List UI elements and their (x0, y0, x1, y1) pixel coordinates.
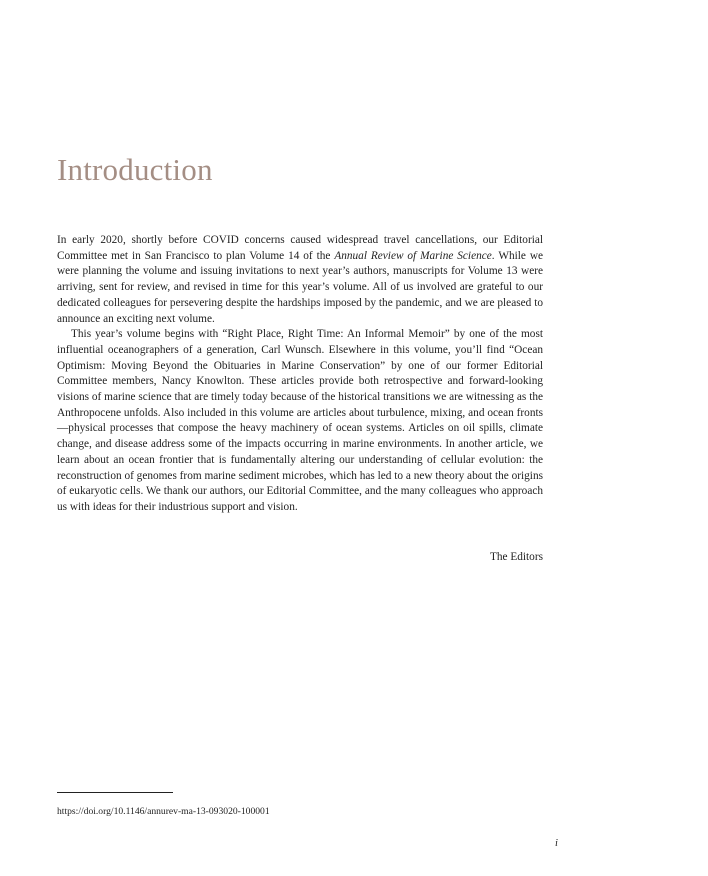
journal-title: Annual Review of Marine Science (334, 249, 492, 262)
page-number: i (555, 838, 558, 849)
doi-footnote: https://doi.org/10.1146/annurev-ma-13-093020-100001 (57, 806, 270, 817)
paragraph-1 (57, 233, 543, 327)
footnote-divider (57, 792, 173, 793)
paragraph-1-part-2: . While we were planning the volume and issuing invitations to next year’s authors, manuscripts for Volume 13 were arriving, sent for review, and revised in time for this year’s volume. All of us involved are grateful to our dedicated colleagues for persevering despite the hardships imposed by the pandemic, and we are pleased to announce an exciting next volume. (57, 249, 544, 325)
page-title: Introduction (57, 152, 213, 187)
introduction-body (57, 233, 543, 516)
paragraph-1-part-1: In early 2020, shortly before COVID concerns caused widespread travel cancellations, our Editorial Committee met in San Francisco to plan Volume 14 of the (57, 234, 543, 262)
signature: The Editors (489, 551, 543, 563)
paragraph-2: This year’s volume begins with “Right Place, Right Time: An Informal Memoir” by one of the most influential oceanographers of a generation, Carl Wunsch. Elsewhere in this volume, you’ll find “Ocean Optimism: Moving Beyond the Obituaries in Marine Conservation” by one of our former Editorial Committee members, Nancy Knowlton. These articles provide both retrospective and forward-looking visions of marine science that are timely today because of the historical transitions we are witnessing as the Anthropocene unfolds. Also included in this volume are articles about turbulence, mixing, and ocean fronts—physical processes that compose the heavy machinery of ocean systems. Articles on oil spills, climate change, and disease address some of the impacts occurring in marine environments. In another article, we learn about an ocean frontier that is fundamentally altering our understanding of cellular evolution: the reconstruction of genomes from marine sediment microbes, which has led to a new theory about the origins of eukaryotic cells. We thank our authors, our Editorial Committee, and the many colleagues who approach us with ideas for their industrious support and vision. (57, 328, 543, 513)
